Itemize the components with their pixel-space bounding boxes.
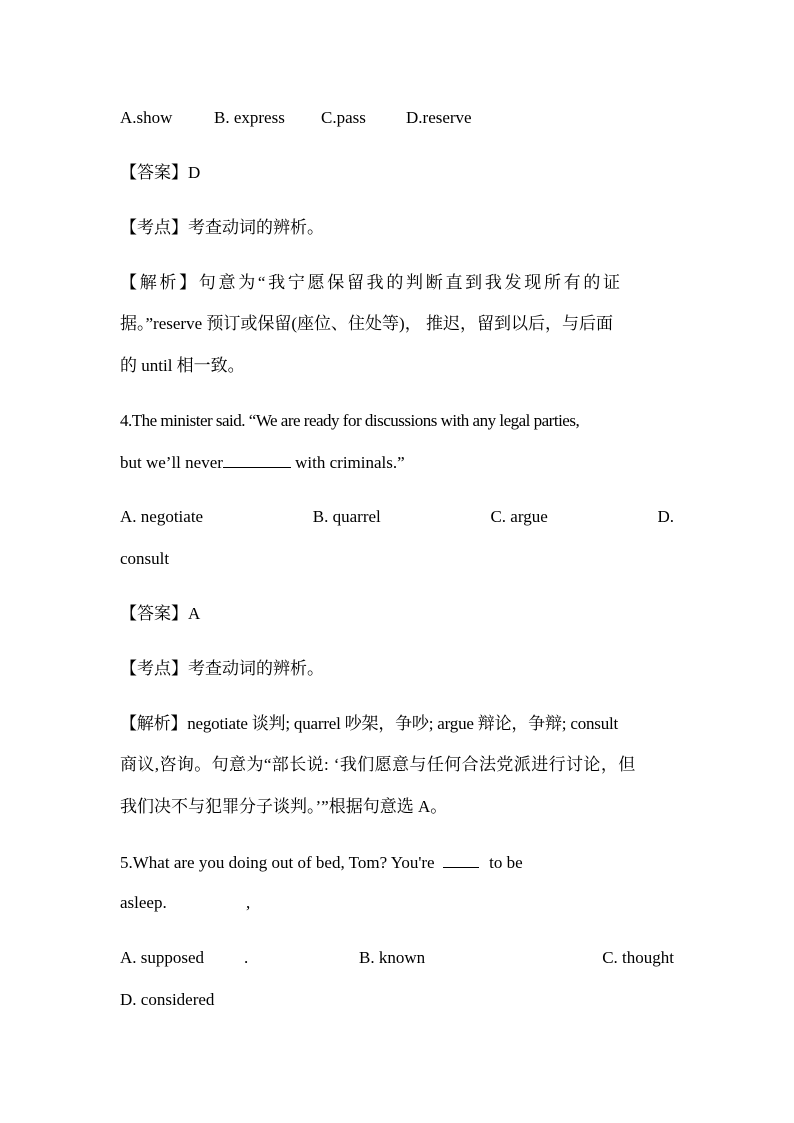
q5-options <box>120 947 674 969</box>
q4-blank <box>223 451 291 468</box>
q3-option-a: A.show <box>120 108 173 127</box>
q4-stem-before-blank: but we’ll never <box>120 453 223 472</box>
q4-analysis-line1: 【解析】negotiate 谈判; quarrel 吵架，争吵; argue 辩论，争辩; consult <box>120 714 619 733</box>
q5-stem-line2 <box>120 892 674 914</box>
q3-analysis-line2: 据。”reserve 预订或保留(座位、住处等)， 推迟，留到以后，与后面 <box>120 314 613 333</box>
q3-answer: 【答案】D <box>120 163 201 182</box>
q3-option-c: C.pass <box>321 108 366 127</box>
q5-stem-before-blank: 5.What are you doing out of bed, Tom? You're <box>120 853 435 872</box>
q5-stem-asleep: asleep. <box>120 893 167 912</box>
q5-option-b: B. known <box>359 948 426 967</box>
q4-option-d: D. <box>657 507 674 526</box>
q5-stem-after-blank: to be <box>489 853 523 872</box>
q4-option-b: B. quarrel <box>312 507 381 526</box>
q3-analysis-line3: 的 until 相一致。 <box>120 356 245 375</box>
q4-analysis-line2: 商议,咨询。句意为“部长说: ‘我们愿意与任何合法党派进行讨论，但 <box>120 755 636 774</box>
q3-option-d: D.reserve <box>406 108 472 127</box>
q4-stem-after-blank: with criminals.” <box>295 453 405 472</box>
q3-point: 【考点】考查动词的辨析。 <box>120 218 324 237</box>
q3-option-b: B. express <box>214 108 285 127</box>
q5-option-a: A. supposed <box>120 948 205 967</box>
q4-option-c: C. argue <box>490 507 548 526</box>
q4-point: 【考点】考查动词的辨析。 <box>120 659 324 678</box>
q5-stem-line1 <box>120 851 674 874</box>
q5-option-d: D. considered <box>120 990 215 1009</box>
q5-stray-dot: . <box>244 948 249 967</box>
q4-option-d-cont: consult <box>120 549 170 568</box>
q4-analysis-line3: 我们决不与犯罪分子谈判。’”根据句意选 A。 <box>120 797 448 816</box>
q4-stem-line2 <box>120 451 674 474</box>
q3-options <box>120 107 480 129</box>
q5-stray-comma: , <box>246 893 251 912</box>
q4-stem-line1: 4.The minister said. “We are ready for discussions with any legal parties, <box>120 411 580 430</box>
q5-blank <box>443 851 479 868</box>
q4-answer: 【答案】A <box>120 604 201 623</box>
q4-options <box>120 506 674 528</box>
q3-analysis-line1: 【解析】句意为“我宁愿保留我的判断直到我发现所有的证 <box>120 273 623 292</box>
q4-option-a: A. negotiate <box>120 507 204 526</box>
q5-option-c: C. thought <box>602 948 674 967</box>
